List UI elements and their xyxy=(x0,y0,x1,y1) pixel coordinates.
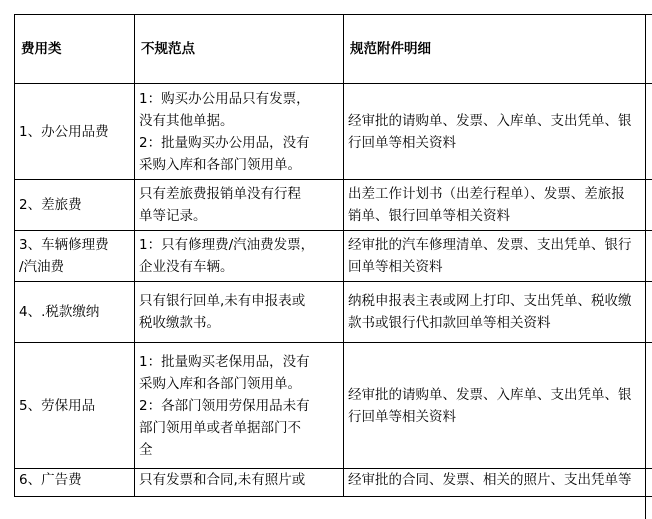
issue-line: 2：批量购买办公用品，没有 xyxy=(139,132,339,154)
attachments-cell xyxy=(344,231,652,282)
category-cell xyxy=(15,231,135,282)
attachments-line: 经审批的请购单、发票、入库单、支出凭单、银 xyxy=(348,110,652,132)
table-row xyxy=(15,469,652,497)
issue-line: 税收缴款书。 xyxy=(139,312,339,334)
attachments-line: 出差工作计划书（出差行程单）、发票、差旅报 xyxy=(348,183,652,205)
header-issue: 不规范点 xyxy=(135,15,344,84)
issue-line: 1：批量购买老保用品，没有 xyxy=(139,351,339,373)
attachments-line: 销单、银行回单等相关资料 xyxy=(348,205,652,227)
table-row xyxy=(15,84,652,180)
attachments-line: 行回单等相关资料 xyxy=(348,406,652,428)
issue-cell xyxy=(135,343,344,469)
table-row xyxy=(15,282,652,343)
category-cell xyxy=(15,84,135,180)
issue-line: 采购入库和各部门领用单。 xyxy=(139,373,339,395)
attachments-line: 回单等相关资料 xyxy=(348,256,652,278)
issue-line: 全 xyxy=(139,439,339,461)
attachments-line: 纳税申报表主表或网上打印、支出凭单、税收缴 xyxy=(348,290,652,312)
attachments-line: 经审批的请购单、发票、入库单、支出凭单、银 xyxy=(348,384,652,406)
category-text: 5、劳保用品 xyxy=(19,395,130,417)
header-category: 费用类 xyxy=(15,15,135,84)
category-cell xyxy=(15,343,135,469)
page-edge-divider xyxy=(645,14,652,519)
attachments-cell xyxy=(344,469,652,497)
expense-standards-table xyxy=(14,14,652,497)
issue-line: 只有差旅费报销单没有行程 xyxy=(139,183,339,205)
table-row xyxy=(15,231,652,282)
issue-cell xyxy=(135,282,344,343)
category-text: 3、车辆修理费 xyxy=(19,234,130,256)
issue-line: 1：只有修理费/汽油费发票， xyxy=(139,234,339,256)
issue-line: 只有发票和合同,未有照片或 xyxy=(139,469,339,491)
attachments-cell xyxy=(344,343,652,469)
header-row xyxy=(15,15,652,84)
expense-table-container xyxy=(14,14,646,497)
issue-cell xyxy=(135,231,344,282)
issue-line: 企业没有车辆。 xyxy=(139,256,339,278)
category-text: 4、.税款缴纳 xyxy=(19,301,130,323)
issue-line: 1：购买办公用品只有发票， xyxy=(139,88,339,110)
category-cell xyxy=(15,180,135,231)
attachments-cell xyxy=(344,180,652,231)
category-text: 1、办公用品费 xyxy=(19,121,130,143)
category-text: 6、广告费 xyxy=(19,469,130,491)
issue-line: 单等记录。 xyxy=(139,205,339,227)
issue-line: 只有银行回单,未有申报表或 xyxy=(139,290,339,312)
table-row xyxy=(15,343,652,469)
issue-line: 采购入库和各部门领用单。 xyxy=(139,154,339,176)
category-text: /汽油费 xyxy=(19,256,130,278)
attachments-line: 款书或银行代扣款回单等相关资料 xyxy=(348,312,652,334)
issue-line: 部门领用单或者单据部门不 xyxy=(139,417,339,439)
attachments-cell xyxy=(344,282,652,343)
attachments-line: 经审批的汽车修理清单、发票、支出凭单、银行 xyxy=(348,234,652,256)
issue-cell xyxy=(135,180,344,231)
category-cell xyxy=(15,282,135,343)
category-text: 2、差旅费 xyxy=(19,194,130,216)
header-attachments: 规范附件明细 xyxy=(344,15,652,84)
issue-cell xyxy=(135,469,344,497)
issue-line: 2：各部门领用劳保用品未有 xyxy=(139,395,339,417)
table-row xyxy=(15,180,652,231)
issue-cell xyxy=(135,84,344,180)
attachments-cell xyxy=(344,84,652,180)
category-cell xyxy=(15,469,135,497)
issue-line: 没有其他单据。 xyxy=(139,110,339,132)
attachments-line: 行回单等相关资料 xyxy=(348,132,652,154)
attachments-line: 经审批的合同、发票、相关的照片、支出凭单等 xyxy=(348,469,652,491)
